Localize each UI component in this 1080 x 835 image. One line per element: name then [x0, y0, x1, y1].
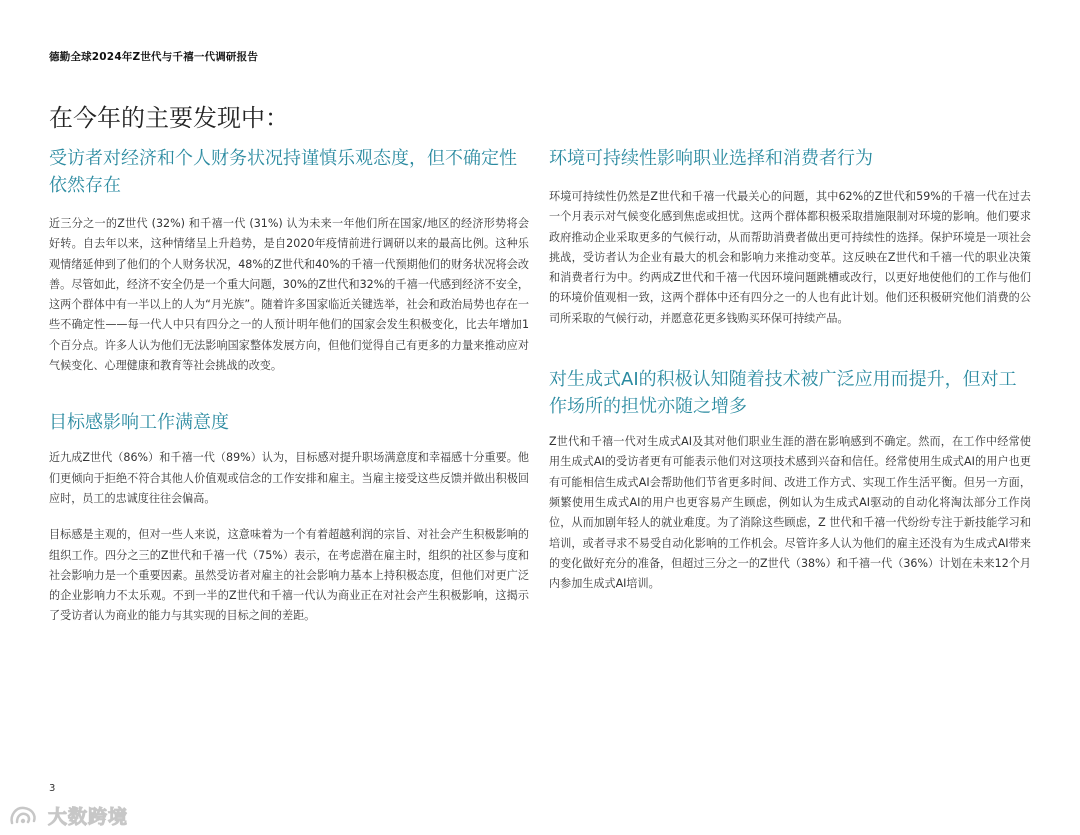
section-heading-genai: 对生成式AI的积极认知随着技术被广泛应用而提升，但对工作场所的担忧亦随之增多 — [549, 369, 1017, 418]
left-column — [49, 145, 529, 627]
section-paragraph: Z世代和千禧一代对生成式AI及其对他们职业生涯的潜在影响感到不确定。然而，在工作中经常使用生成式AI的受访者更有可能表示他们对这项技术感到兴奋和信任。经常使用生成式AI的用户也更有可能相信生成式AI会帮助他们节省更多时间、改进工作方式、实现工作生活平衡。但另一方面，频繁使用生成式AI的用户也更容易产生顾虑，例如认为生成式AI驱动的自动化将淘汰部分工作岗位，从而加剧年轻人的就业难度。为了消除这些顾虑，Z 世代和千禧一代纷纷专注于新技能学习和培训，或者寻求不易受自动化影响的工作机会。尽管许多人认为他们的雇主还没有为生成式AI带来的变化做好充分的准备，但超过三分之一的Z世代（38%）和千禧一代（36%）计划在未来12个月内参加生成式AI培训。 — [549, 435, 1031, 591]
section-paragraph: 近三分之一的Z世代 (32%) 和千禧一代 (31%) 认为未来一年他们所在国家/地区的经济形势将会好转。自去年以来，这种情绪呈上升趋势，是自2020年疫情前进行调研以来的最高比例。这种乐观情绪延伸到了他们的个人财务状况，48%的Z世代和40%的千禧一代预期他们的财务状况将会改善。尽管如此，经济不安全仍是一个重大问题，30%的Z世代和32%的千禧一代感到经济不安全，这两个群体中有一半以上的人为“月光族”。随着许多国家临近关键选举，社会和政治局势也存在一些不确定性——每一代人中只有四分之一的人预计明年他们的国家会发生积极变化，比去年增加1个百分点。许多人认为他们无法影响国家整体发展方向，但他们觉得自己有更多的力量来推动应对气候变化、心理健康和教育等社会挑战的改变。 — [49, 217, 529, 373]
section-paragraph: 目标感是主观的，但对一些人来说，这意味着为一个有着超越利润的宗旨、对社会产生积极影响的组织工作。四分之三的Z世代和千禧一代（75%）表示，在考虑潜在雇主时，组织的社区参与度和社会影响力是一个重要因素。虽然受访者对雇主的社会影响力基本上持积极态度，但他们对更广泛的企业影响力不太乐观。不到一半的Z世代和千禧一代认为商业正在对社会产生积极影响，这揭示了受访者认为商业的能力与其实现的目标之间的差距。 — [49, 528, 529, 623]
section-heading-sustainability: 环境可持续性影响职业选择和消费者行为 — [549, 148, 873, 169]
section-paragraph: 近九成Z世代（86%）和千禧一代（89%）认为，目标感对提升职场满意度和幸福感十分重要。他们更倾向于拒绝不符合其他人价值观或信念的工作安排和雇主。当雇主接受这些反馈并做出积极回应时，员工的忠诚度往往会偏高。 — [49, 451, 529, 505]
watermark-text: 大数跨境 — [48, 806, 129, 828]
section-heading-purpose: 目标感影响工作满意度 — [49, 412, 229, 434]
page-number: 3 — [49, 783, 56, 794]
running-header: 德勤全球2024年Z世代与千禧一代调研报告 — [49, 51, 259, 63]
watermark-logo-icon — [8, 803, 42, 829]
section-heading-economic-outlook: 受访者对经济和个人财务状况持谨慎乐观态度，但不确定性依然存在 — [49, 148, 517, 196]
watermark — [8, 802, 128, 829]
right-column — [549, 145, 1031, 594]
page-title: 在今年的主要发现中： — [49, 104, 289, 132]
section-paragraph: 环境可持续性仍然是Z世代和千禧一代最关心的问题，其中62%的Z世代和59%的千禧一代在过去一个月表示对气候变化感到焦虑或担忧。这两个群体都积极采取措施限制对环境的影响。他们要求政府推动企业采取更多的气候行动，从而帮助消费者做出更可持续性的选择。保护环境是一项社会挑战，受访者认为企业有最大的机会和影响力来推动变革。这反映在Z世代和千禧一代的职业决策和消费者行为中。约两成Z世代和千禧一代因环境问题跳槽或改行，以更好地使他们的工作与他们的环境价值观相一致，这两个群体中还有四分之一的人也有此计划。他们还积极研究他们消费的公司所采取的气候行动，并愿意花更多钱购买环保可持续产品。 — [549, 190, 1031, 325]
